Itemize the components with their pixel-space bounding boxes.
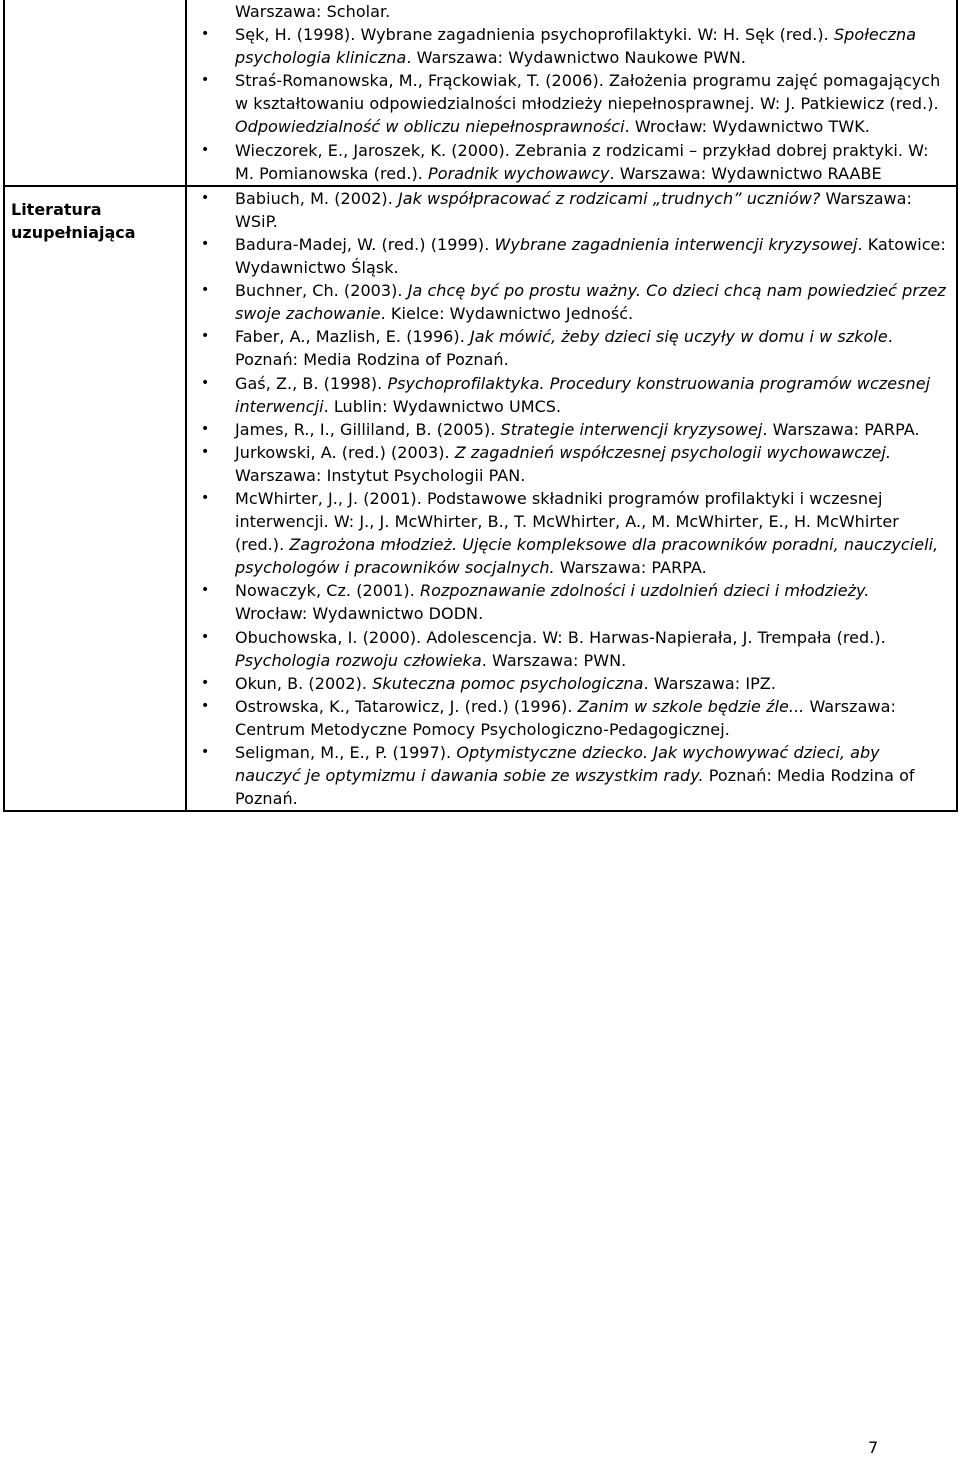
- reference-list-supplementary: [187, 187, 946, 811]
- reference-text: Poznań: Media Rodzina of Poznań.: [235, 766, 915, 809]
- reference-text: . Warszawa: PWN.: [481, 650, 627, 670]
- reference-text: Badura-Madej, W. (red.) (1999).: [235, 234, 495, 254]
- reference-text: McWhirter, J., J. (2001). Podstawowe składniki programów profilaktyki i wczesnej interwencji. W: J., J. McWhirter, B., T. McWhirter, A., M. McWhirter, E., H. McWhirter (red.).: [235, 488, 899, 555]
- reference-text: Wrocław: Wydawnictwo DODN.: [235, 604, 484, 624]
- reference-title: Odpowiedzialność w obliczu niepełnosprawności: [235, 117, 625, 137]
- section-label: Literatura uzupełniająca: [11, 199, 136, 242]
- reference-item: [187, 69, 946, 138]
- reference-text: Sęk, H. (1998). Wybrane zagadnienia psychoprofilaktyki. W: H. Sęk (red.).: [235, 25, 834, 45]
- reference-title: Strategie interwencji kryzysowej: [500, 419, 763, 439]
- reference-text: Faber, A., Mazlish, E. (1996).: [235, 327, 470, 347]
- reference-text: Okun, B. (2002).: [235, 673, 373, 693]
- reference-title: Z zagadnień współczesnej psychologii wychowawczej.: [454, 442, 892, 462]
- reference-text: . Wrocław: Wydawnictwo TWK.: [624, 117, 870, 137]
- reference-text: Obuchowska, I. (2000). Adolescencja. W: B. Harwas-Napierała, J. Trempała (red.).: [235, 627, 886, 647]
- reference-title: Psychologia rozwoju człowieka: [235, 650, 482, 670]
- reference-title: Jak współpracować z rodzicami „trudnych” uczniów?: [397, 188, 821, 208]
- reference-item: [187, 487, 946, 579]
- reference-text: Seligman, M., E., P. (1997).: [235, 743, 457, 762]
- reference-title: Psychoprofilaktyka. Procedury konstruowania programów wczesnej interwencji: [235, 373, 931, 416]
- table-row: [4, 186, 957, 812]
- content-cell: [186, 0, 957, 186]
- reference-item: [187, 279, 946, 325]
- reference-title: Wybrane zagadnienia interwencji kryzysowej: [494, 234, 858, 254]
- reference-text: Ostrowska, K., Tatarowicz, J. (red.) (1996).: [235, 696, 578, 716]
- reference-title: Ja chcę być po prostu ważny. Co dzieci chcą nam powiedzieć przez swoje zachowanie: [235, 281, 946, 324]
- reference-text: . Poznań: Media Rodzina of Poznań.: [235, 327, 893, 370]
- reference-text: . Warszawa: PARPA.: [762, 419, 920, 439]
- empty-label-cell: [4, 0, 186, 186]
- reference-title: Rozpoznawanie zdolności i uzdolnień dzieci i młodzieży.: [419, 581, 870, 601]
- reference-title: Zanim w szkole będzie źle...: [577, 696, 805, 716]
- reference-title: Społeczna psychologia kliniczna: [235, 25, 917, 68]
- reference-text: . Kielce: Wydawnictwo Jedność.: [380, 304, 634, 324]
- reference-title: Skuteczna pomoc psychologiczna: [372, 673, 644, 693]
- reference-text: . Warszawa: IPZ.: [643, 673, 776, 693]
- reference-item: [187, 233, 946, 279]
- reference-text: Nowaczyk, Cz. (2001).: [235, 581, 420, 601]
- reference-text: Jurkowski, A. (red.) (2003).: [235, 442, 455, 462]
- reference-text: Warszawa: PARPA.: [554, 558, 707, 578]
- reference-title: Jak mówić, żeby dzieci się uczyły w domu i w szkole: [469, 327, 888, 347]
- reference-item: [187, 325, 946, 371]
- reference-text: . Lublin: Wydawnictwo UMCS.: [323, 396, 562, 416]
- reference-item: [187, 441, 946, 464]
- reference-text: . Katowice: Wydawnictwo Śląsk.: [235, 234, 946, 278]
- reference-item: [187, 741, 946, 810]
- reference-item: [187, 23, 946, 69]
- reference-text: Wieczorek, E., Jaroszek, K. (2000). Zebrania z rodzicami – przykład dobrej praktyki. W: M. Pomianowska (red.).: [235, 140, 929, 183]
- reference-text: Warszawa: Instytut Psychologii PAN.: [235, 465, 526, 485]
- reference-text: Warszawa: WSiP.: [235, 188, 912, 231]
- reference-title: Zagrożona młodzież. Ujęcie kompleksowe dla pracowników poradni, nauczycieli, psychologów i pracowników socjalnych.: [235, 535, 939, 578]
- reference-item: [187, 672, 946, 695]
- reference-item: [187, 579, 946, 625]
- reference-title: Poradnik wychowawcy: [428, 163, 610, 183]
- reference-item: [187, 695, 946, 741]
- reference-item: [187, 372, 946, 418]
- reference-text: Babiuch, M. (2002).: [235, 188, 398, 208]
- reference-item: [187, 0, 946, 23]
- reference-title: Optymistyczne dziecko. Jak wychowywać dzieci, aby nauczyć je optymizmu i dawania sobie ze wszystkim rady.: [235, 743, 880, 786]
- table-row: [4, 0, 957, 186]
- reference-text: Straś-Romanowska, M., Frąckowiak, T. (2006). Założenia programu zajęć pomagających w kształtowaniu odpowiedzialności młodzieży niepełnosprawnej. W: J. Patkiewicz (red.).: [235, 71, 941, 114]
- reference-item: [187, 626, 946, 672]
- reference-text: Warszawa: Centrum Metodyczne Pomocy Psychologiczno-Pedagogicznej.: [235, 696, 896, 739]
- reference-text: . Warszawa: Wydawnictwo RAABE: [609, 163, 882, 183]
- reference-item: [187, 464, 946, 487]
- reference-item: [187, 139, 946, 185]
- reference-text: Buchner, Ch. (2003).: [235, 281, 408, 301]
- bibliography-table: [3, 0, 958, 812]
- reference-text: James, R., I., Gilliland, B. (2005).: [235, 419, 501, 439]
- reference-text: Gaś, Z., B. (1998).: [235, 373, 388, 393]
- reference-item: [187, 187, 946, 233]
- reference-text: Warszawa: Scholar.: [235, 2, 391, 21]
- reference-text: . Warszawa: Wydawnictwo Naukowe PWN.: [406, 48, 747, 68]
- label-cell: [4, 186, 186, 812]
- content-cell: [186, 186, 957, 812]
- reference-list-main: [187, 0, 946, 185]
- reference-item: [187, 418, 946, 441]
- page-number: 7: [868, 1438, 879, 1457]
